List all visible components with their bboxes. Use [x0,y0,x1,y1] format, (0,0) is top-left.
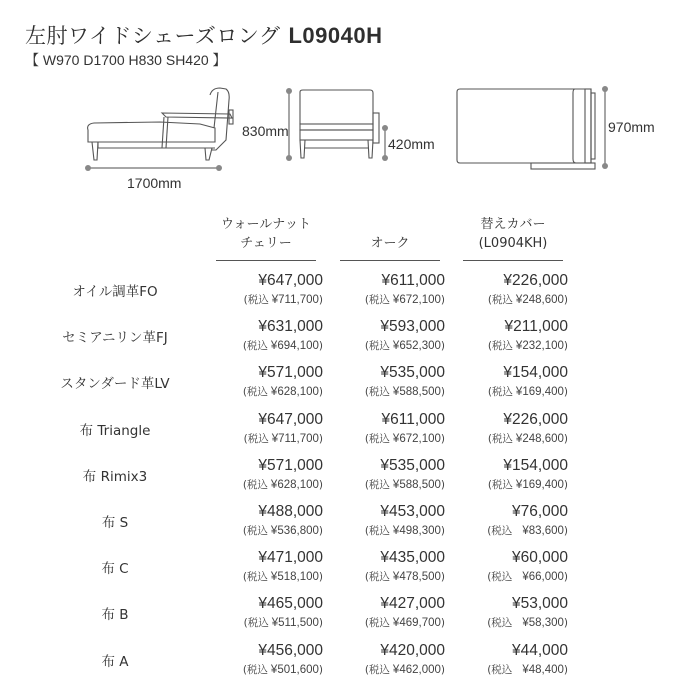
row-label: 布 Rimix3 [82,468,148,485]
seat-height-label: 420mm [388,136,435,152]
tax-prefix: (税込 [364,478,390,491]
tax-amount: ¥536,800 [270,525,319,537]
tax-amount: ¥588,500 [392,478,441,491]
side-view-drawing [88,88,233,160]
price-value: ¥456,000 [258,641,323,659]
tax-suffix: ) [563,294,568,306]
price-value: ¥211,000 [504,318,568,336]
tax-included-price [488,431,568,446]
tax-suffix: ) [440,294,445,306]
height-label: 830mm [242,123,289,139]
tax-amount: ¥58,300 [522,617,564,630]
tax-suffix: ) [440,478,445,491]
tax-suffix: ) [318,617,323,630]
tax-suffix: ) [318,478,323,491]
tax-included-price [365,338,445,353]
column-header-line1 [340,215,440,234]
tax-included-price [365,615,445,630]
column-header-oak [340,215,440,253]
tax-prefix: (税込 [364,294,390,306]
price-value: ¥154,000 [503,364,568,382]
tax-suffix: ) [563,386,568,399]
tax-included-price [488,384,568,399]
column-divider [216,260,316,261]
tax-prefix: (税込 [243,432,269,445]
price-value: ¥226,000 [503,272,568,289]
tax-suffix: ) [563,617,568,630]
tax-included-price [487,662,568,677]
tax-included-price [365,384,445,399]
tax-prefix: (税込 [242,340,268,353]
tax-amount: ¥469,700 [392,617,441,630]
tax-suffix: ) [440,617,445,630]
tax-prefix: (税込 [487,294,513,306]
column-header-line1: 替えカバー [480,217,546,232]
tax-suffix: ) [563,432,568,445]
tax-included-price [365,523,445,538]
tax-included-price [243,477,323,492]
row-label: 布 S [101,515,129,531]
row-label: 布 Triangle [79,422,151,439]
tax-included-price [244,292,323,307]
tax-included-price [243,384,323,399]
tax-amount: ¥511,500 [271,617,319,630]
column-header-line2: オーク [370,236,410,251]
price-value: ¥44,000 [511,641,568,659]
price-value: ¥420,000 [380,641,445,659]
tax-included-price [243,662,323,677]
tax-prefix: (税込 [487,386,513,399]
tax-prefix: (税込 [243,617,269,630]
price-value: ¥593,000 [380,318,445,336]
tax-prefix: (税込 [242,525,268,537]
product-name: 左肘ワイドシェーズロング [25,24,281,48]
tax-suffix: ) [318,386,323,399]
front-view-drawing [300,90,379,158]
row-label: オイル調革FO [72,284,158,300]
tax-prefix: (税込 [242,478,268,491]
tax-amount: ¥169,400 [515,386,564,399]
sofa-diagrams [0,0,700,200]
tax-amount: ¥518,100 [270,571,319,584]
tax-suffix: ) [563,663,568,676]
price-value: ¥465,000 [258,595,323,613]
tax-suffix: ) [318,571,323,584]
column-divider [463,260,563,261]
price-value: ¥435,000 [380,549,445,567]
price-value: ¥427,000 [380,595,445,613]
tax-included-price [365,292,445,307]
tax-amount: ¥672,100 [392,294,441,306]
tax-amount: ¥628,100 [270,478,319,491]
tax-prefix: (税込 [487,478,513,491]
tax-prefix: (税込 [364,663,390,676]
tax-suffix: ) [318,340,323,353]
tax-included-price [365,431,445,446]
tax-suffix: ) [318,294,323,306]
width-label: 970mm [608,119,655,135]
tax-included-price [487,523,568,538]
price-value: ¥571,000 [258,364,323,382]
tax-prefix: (税込 [364,617,390,630]
row-label: 布 B [101,607,129,624]
price-value: ¥535,000 [380,456,445,474]
row-label: 布 C [101,561,129,578]
price-value: ¥647,000 [258,272,323,289]
tax-amount: ¥478,500 [392,571,441,584]
tax-included-price [365,477,445,492]
price-value: ¥535,000 [380,364,445,382]
tax-suffix: ) [563,525,568,537]
tax-prefix: (税込 [364,340,390,353]
price-value: ¥154,000 [503,456,568,474]
tax-amount: ¥711,700 [271,294,319,306]
length-dimension-line [85,165,222,171]
row-label: スタンダード革LV [60,376,170,393]
tax-amount: ¥232,100 [515,340,564,353]
tax-prefix: (税込 [487,663,513,676]
price-value: ¥488,000 [258,503,323,520]
column-divider [340,260,440,261]
tax-amount: ¥48,400 [522,663,564,676]
tax-amount: ¥248,600 [515,294,564,306]
price-value: ¥571,000 [258,456,323,474]
price-value: ¥471,000 [258,549,323,567]
tax-prefix: (税込 [242,663,268,676]
tax-included-price [488,292,568,307]
column-header-walnut-cherry [216,215,316,253]
price-value: ¥60,000 [511,549,568,567]
price-value: ¥226,000 [503,410,568,428]
tax-prefix: (税込 [242,386,268,399]
tax-suffix: ) [318,432,323,445]
tax-suffix: ) [563,571,568,584]
price-value: ¥647,000 [258,410,323,428]
tax-suffix: ) [440,571,445,584]
tax-prefix: (税込 [364,432,390,445]
price-value: ¥611,000 [381,272,445,289]
tax-amount: ¥711,700 [271,432,319,445]
dimensions-summary: 【 W970 D1700 H830 SH420 】 [25,52,227,68]
tax-suffix: ) [318,525,323,537]
tax-suffix: ) [563,340,568,353]
price-value: ¥453,000 [380,503,445,520]
tax-prefix: (税込 [487,340,513,353]
column-header-line1: ウォールナット [221,217,311,232]
row-label: 布 A [101,653,129,670]
tax-included-price [243,338,323,353]
tax-included-price [487,569,568,584]
tax-amount: ¥169,400 [515,478,564,491]
price-value: ¥611,000 [381,410,445,428]
tax-included-price [488,477,568,492]
tax-amount: ¥694,100 [270,340,319,353]
model-code: L09040H [288,23,383,48]
tax-prefix: (税込 [364,525,390,537]
tax-amount: ¥588,500 [392,386,441,399]
tax-prefix: (税込 [364,386,390,399]
column-header-line2: (L0904KH) [478,236,548,251]
tax-amount: ¥501,600 [270,663,319,676]
row-label: セミアニリン革FJ [62,330,168,347]
tax-amount: ¥83,600 [522,525,564,537]
tax-included-price [243,523,323,538]
tax-included-price [488,338,568,353]
price-value: ¥53,000 [511,595,568,613]
tax-included-price [244,431,323,446]
tax-amount: ¥462,000 [392,663,441,676]
top-view-drawing [457,89,595,169]
tax-suffix: ) [440,386,445,399]
price-value: ¥631,000 [258,318,323,336]
tax-prefix: (税込 [242,571,268,584]
column-header-line2: チェリー [240,236,292,251]
tax-amount: ¥652,300 [392,340,441,353]
tax-included-price [244,615,323,630]
tax-amount: ¥66,000 [522,571,564,584]
column-header-cover [463,215,563,253]
tax-suffix: ) [563,478,568,491]
tax-amount: ¥672,100 [392,432,441,445]
tax-prefix: (税込 [487,525,513,537]
tax-included-price [365,662,445,677]
price-value: ¥76,000 [511,503,568,520]
tax-included-price [365,569,445,584]
tax-amount: ¥498,300 [392,525,441,537]
tax-included-price [243,569,323,584]
tax-amount: ¥248,600 [515,432,564,445]
length-label: 1700mm [127,175,182,191]
tax-suffix: ) [440,340,445,353]
tax-prefix: (税込 [243,294,269,306]
tax-suffix: ) [440,525,445,537]
tax-suffix: ) [440,663,445,676]
tax-prefix: (税込 [487,571,513,584]
tax-prefix: (税込 [364,571,390,584]
tax-suffix: ) [318,663,323,676]
tax-amount: ¥628,100 [270,386,319,399]
tax-included-price [487,615,568,630]
tax-suffix: ) [440,432,445,445]
tax-prefix: (税込 [487,432,513,445]
tax-prefix: (税込 [487,617,513,630]
